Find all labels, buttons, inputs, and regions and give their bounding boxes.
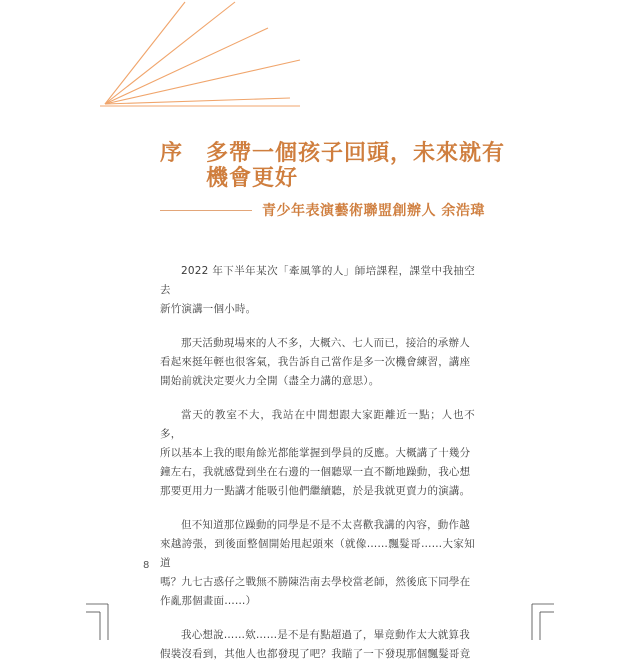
text-line: 嗎？九七古惑仔之戰無不勝陳浩南去學校當老師，然後底下同學在 bbox=[160, 576, 471, 588]
title-line-1: 多帶一個孩子回頭，未來就有 bbox=[206, 140, 506, 166]
text-line: 那要更用力一點講才能吸引他們繼續聽，於是我就更賣力的演講。 bbox=[160, 485, 471, 497]
text-line: 開始前就決定要火力全開（盡全力講的意思）。 bbox=[160, 375, 380, 387]
page-number: 8 bbox=[143, 560, 150, 571]
text-line: 那天活動現場來的人不多，大概六、七人而已，接洽的承辦人 bbox=[181, 337, 470, 349]
text-line: 作亂那個畫面……） bbox=[160, 595, 257, 607]
text-line: 2022 年下半年某次「牽風箏的人」師培課程，課堂中我抽空去 bbox=[160, 265, 475, 296]
text-line: 但不知道那位躁動的同學是不是不太喜歡我講的內容，動作越 bbox=[181, 519, 470, 531]
text-line: 看起來挺年輕也很客氣，我告訴自己當作是多一次機會練習，講座 bbox=[160, 356, 471, 368]
text-line: 來越誇張，到後面整個開始甩起頭來（就像……飄髮哥……大家知道 bbox=[160, 538, 475, 569]
title-line-2: 機會更好 bbox=[206, 165, 299, 191]
text-line: 當天的教室不大，我站在中間想跟大家距離近一點；人也不多， bbox=[160, 409, 475, 440]
author-byline: 青少年表演藝術聯盟創辦人 余浩瑋 bbox=[262, 203, 485, 219]
text-line: 假裝沒看到，其他人也都發現了吧？我瞄了一下發現那個飄髮哥竟 bbox=[160, 648, 471, 660]
text-line: 鐘左右，我就感覺到坐在右邊的一個聽眾一直不斷地躁動，我心想 bbox=[160, 466, 471, 478]
text-line: 我心想說……欸……是不是有點超過了，畢竟動作太大就算我 bbox=[181, 629, 470, 641]
text-line: 所以基本上我的眼角餘光都能掌握到學員的反應。大概講了十幾分 bbox=[160, 447, 471, 459]
text-line: 新竹演講一個小時。 bbox=[160, 303, 257, 315]
section-label: 序 bbox=[160, 140, 184, 166]
